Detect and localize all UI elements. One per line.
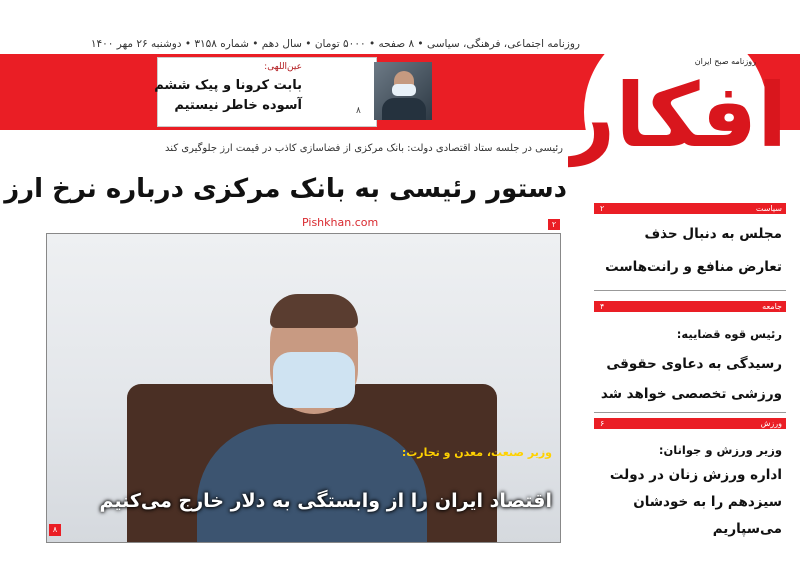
promo-kicker: عین‌اللهی:	[264, 62, 302, 72]
photo-page-number: ۸	[49, 524, 61, 536]
logo-tagline: روزنامه صبح ایران	[694, 57, 756, 66]
main-headline[interactable]: دستور رئیسی به بانک مرکزی درباره نرخ ارز	[4, 174, 567, 204]
portrait-face-mask	[392, 84, 416, 96]
sports-headline-line-3[interactable]: می‌سپاریم	[712, 521, 782, 537]
section-label: سیاست	[755, 204, 782, 213]
issue-info-line: روزنامه اجتماعی، فرهنگی، سیاسی • ۸ صفحه • ۵۰۰۰ تومان • سال دهم • شماره ۳۱۵۸ • دوشنبه ۲۶ مهر ۱۴۰۰	[90, 38, 580, 50]
society-headline-line-2[interactable]: ورزشی تخصصی خواهد شد	[600, 386, 782, 402]
section-label: جامعه	[762, 302, 782, 311]
section-bar-sports	[594, 418, 786, 429]
sports-kicker: وزیر ورزش و جوانان:	[658, 443, 782, 457]
photo-caption-headline: اقتصاد ایران را از وابستگی به دلار خارج می‌کنیم	[99, 490, 552, 512]
promo-portrait-photo	[374, 62, 432, 120]
society-headline-line-1[interactable]: رسیدگی به دعاوی حقوقی	[606, 356, 782, 372]
column-divider	[594, 412, 786, 413]
photo-caption-kicker: وزیر صنعت، معدن و تجارت:	[401, 446, 552, 459]
logo-graphic	[568, 20, 784, 204]
main-news-photo[interactable]	[46, 233, 561, 543]
promo-headline-line-2: آسوده خاطر نیستیم	[174, 98, 302, 113]
sports-headline-line-2[interactable]: سیزدهم را به خودشان	[633, 494, 782, 510]
logo-wordmark: افکار	[568, 64, 784, 167]
politics-headline-line-1[interactable]: مجلس به دنبال حذف	[644, 226, 782, 242]
photo-suit	[197, 424, 427, 543]
promo-page-number: ۸	[356, 106, 361, 116]
headline-page-number: ۲	[548, 219, 560, 230]
section-label: ورزش	[760, 419, 782, 428]
portrait-body	[382, 98, 426, 120]
photo-hair	[270, 294, 358, 328]
politics-headline-line-2[interactable]: تعارض منافع و رانت‌هاست	[605, 259, 782, 275]
section-page-number: ۲	[600, 204, 605, 213]
section-bar-society	[594, 301, 786, 312]
sports-headline-line-1[interactable]: اداره ورزش زنان در دولت	[609, 467, 782, 483]
column-divider	[594, 290, 786, 291]
promo-headline-line-1: بابت کرونا و پیک ششم	[154, 78, 302, 93]
photo-face-mask	[273, 352, 355, 408]
society-kicker: رئیس قوه قضاییه:	[676, 327, 782, 341]
newspaper-logo	[568, 20, 784, 204]
lead-text: رئیسی در جلسه ستاد اقتصادی دولت: بانک مرکزی از فضاسازی کاذب در قیمت ارز جلوگیری کند	[165, 143, 563, 154]
section-bar-politics	[594, 203, 786, 214]
section-page-number: ۶	[600, 419, 605, 428]
top-promo-box[interactable]	[154, 57, 377, 127]
watermark-url: Pishkhan.com	[302, 216, 379, 229]
section-page-number: ۴	[600, 302, 605, 311]
